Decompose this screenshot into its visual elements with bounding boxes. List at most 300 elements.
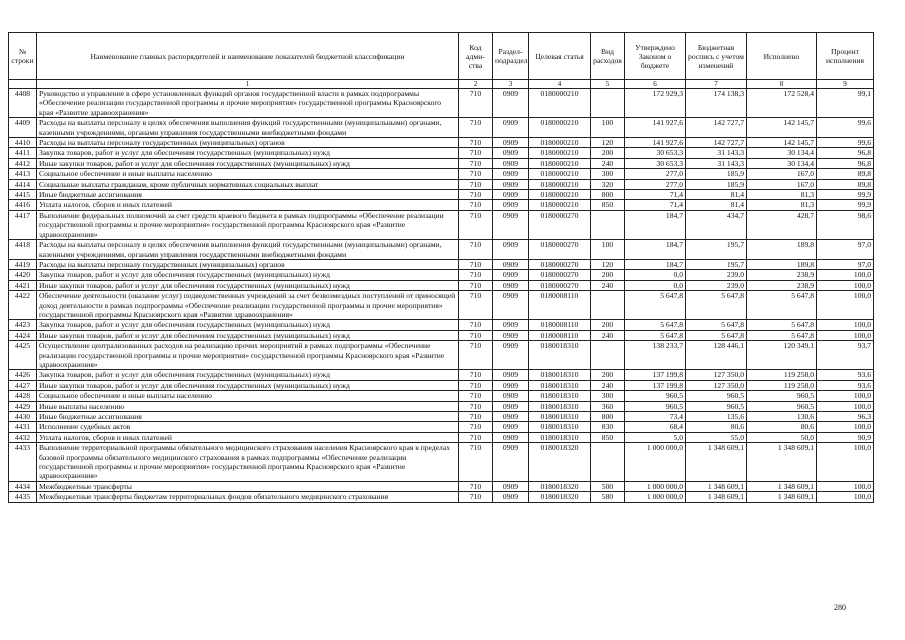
table-row xyxy=(9,370,874,380)
table-row xyxy=(9,138,874,148)
row-name: Закупка товаров, работ и услуг для обеспечения государственных (муниципальных) нужд xyxy=(37,370,459,380)
row-section: 0909 xyxy=(493,190,529,200)
table-row xyxy=(9,280,874,290)
row-section: 0909 xyxy=(493,370,529,380)
row-expense-type: 320 xyxy=(591,179,625,189)
row-section: 0909 xyxy=(493,118,529,138)
column-number: 3 xyxy=(493,80,529,89)
table-row xyxy=(9,412,874,422)
row-executed: 5 647,8 xyxy=(747,320,817,330)
row-number: 4411 xyxy=(9,148,37,158)
row-target: 0180000210 xyxy=(529,158,591,168)
row-percent: 99,9 xyxy=(817,200,874,210)
row-executed: 1 348 609,1 xyxy=(747,481,817,491)
row-percent: 100,0 xyxy=(817,291,874,320)
row-admin-code: 710 xyxy=(459,169,493,179)
row-expense-type: 300 xyxy=(591,169,625,179)
row-section: 0909 xyxy=(493,89,529,118)
row-target: 0180008110 xyxy=(529,330,591,340)
row-expense-type: 100 xyxy=(591,240,625,260)
row-admin-code: 710 xyxy=(459,481,493,491)
row-approved: 137 199,8 xyxy=(625,380,686,390)
row-budget-list: 55,0 xyxy=(686,432,747,442)
row-name: Закупка товаров, работ и услуг для обеспечения государственных (муниципальных) нужд xyxy=(37,148,459,158)
row-percent: 96,8 xyxy=(817,158,874,168)
row-number: 4435 xyxy=(9,492,37,502)
row-section: 0909 xyxy=(493,341,529,370)
row-percent: 93,6 xyxy=(817,380,874,390)
table-row xyxy=(9,259,874,269)
row-expense-type: 240 xyxy=(591,158,625,168)
row-name: Иные закупки товаров, работ и услуг для обеспечения государственных (муниципальных) нужд xyxy=(37,280,459,290)
row-target: 0180008110 xyxy=(529,320,591,330)
row-budget-list: 239,0 xyxy=(686,280,747,290)
row-number: 4431 xyxy=(9,422,37,432)
row-name: Расходы на выплаты персоналу в целях обеспечения выполнения функций государственными (муниципальными) органами, казенными учреждениями, органами управления государственными внебюджетными фондами xyxy=(37,240,459,260)
row-section: 0909 xyxy=(493,158,529,168)
row-approved: 0,0 xyxy=(625,280,686,290)
row-admin-code: 710 xyxy=(459,270,493,280)
table-row xyxy=(9,179,874,189)
row-target: 0180000270 xyxy=(529,210,591,239)
row-budget-list: 142 727,7 xyxy=(686,118,747,138)
row-section: 0909 xyxy=(493,200,529,210)
row-approved: 0,0 xyxy=(625,270,686,280)
row-admin-code: 710 xyxy=(459,330,493,340)
row-budget-list: 185,9 xyxy=(686,169,747,179)
row-number: 4416 xyxy=(9,200,37,210)
row-target: 0180018310 xyxy=(529,391,591,401)
row-admin-code: 710 xyxy=(459,443,493,482)
table-body xyxy=(9,89,874,503)
row-executed: 80,6 xyxy=(747,422,817,432)
row-percent: 90,9 xyxy=(817,432,874,442)
row-number: 4430 xyxy=(9,412,37,422)
budget-table xyxy=(8,32,874,503)
row-name: Иные бюджетные ассигнования xyxy=(37,412,459,422)
row-section: 0909 xyxy=(493,240,529,260)
row-percent: 100,0 xyxy=(817,391,874,401)
row-section: 0909 xyxy=(493,330,529,340)
row-expense-type xyxy=(591,210,625,239)
header-admin-code: Код адми-ства xyxy=(459,33,493,80)
row-budget-list: 195,7 xyxy=(686,259,747,269)
row-number: 4433 xyxy=(9,443,37,482)
row-admin-code: 710 xyxy=(459,138,493,148)
row-admin-code: 710 xyxy=(459,280,493,290)
page-number: 280 xyxy=(834,603,846,612)
row-budget-list: 1 348 609,1 xyxy=(686,443,747,482)
row-admin-code: 710 xyxy=(459,432,493,442)
row-approved: 71,4 xyxy=(625,200,686,210)
row-number: 4427 xyxy=(9,380,37,390)
row-name: Обеспечение деятельности (оказание услуг) подведомственных учреждений за счет безвозмездных поступлений от приносящей доход деятельности в рамках подпрограммы «Обеспечение реализации государственной программы и прочие мероприятия» государственной программы Красноярского края «Развитие здравоохранения» xyxy=(37,291,459,320)
row-name: Социальные выплаты гражданам, кроме публичных нормативных социальных выплат xyxy=(37,179,459,189)
table-row xyxy=(9,270,874,280)
row-percent: 89,8 xyxy=(817,179,874,189)
header-target: Целевая статья xyxy=(529,33,591,80)
row-name: Руководство и управление в сфере установленных функций органов государственной власти в рамках подпрограммы «Обеспечение реализации государственной программы и прочие мероприятия» государственной программы Красноярского края «Развитие здравоохранения» xyxy=(37,89,459,118)
row-section: 0909 xyxy=(493,179,529,189)
row-expense-type: 200 xyxy=(591,148,625,158)
column-number: 5 xyxy=(591,80,625,89)
row-executed: 30 134,4 xyxy=(747,148,817,158)
row-name: Иные выплаты населению xyxy=(37,401,459,411)
row-target: 0180000270 xyxy=(529,259,591,269)
row-executed: 960,5 xyxy=(747,391,817,401)
row-budget-list: 127 350,0 xyxy=(686,370,747,380)
row-approved: 184,7 xyxy=(625,259,686,269)
header-section: Раздел-подраздел xyxy=(493,33,529,80)
column-number: 9 xyxy=(817,80,874,89)
row-budget-list: 81,4 xyxy=(686,200,747,210)
row-section: 0909 xyxy=(493,320,529,330)
table-row xyxy=(9,240,874,260)
row-admin-code: 710 xyxy=(459,179,493,189)
row-name: Социальное обеспечение и иные выплаты населению xyxy=(37,391,459,401)
row-percent: 100,0 xyxy=(817,330,874,340)
row-target: 0180018320 xyxy=(529,481,591,491)
row-executed: 167,0 xyxy=(747,169,817,179)
table-row xyxy=(9,401,874,411)
row-expense-type: 200 xyxy=(591,370,625,380)
row-name: Иные бюджетные ассигнования xyxy=(37,190,459,200)
row-approved: 5 647,8 xyxy=(625,291,686,320)
row-expense-type: 240 xyxy=(591,380,625,390)
row-admin-code: 710 xyxy=(459,240,493,260)
row-expense-type: 800 xyxy=(591,412,625,422)
row-expense-type: 850 xyxy=(591,200,625,210)
table-row xyxy=(9,391,874,401)
row-approved: 1 000 000,0 xyxy=(625,492,686,502)
row-section: 0909 xyxy=(493,380,529,390)
row-target: 0180018320 xyxy=(529,492,591,502)
row-executed: 81,3 xyxy=(747,200,817,210)
row-percent: 100,0 xyxy=(817,443,874,482)
row-expense-type xyxy=(591,341,625,370)
row-budget-list: 195,7 xyxy=(686,240,747,260)
row-target: 0180018310 xyxy=(529,412,591,422)
row-admin-code: 710 xyxy=(459,341,493,370)
row-section: 0909 xyxy=(493,401,529,411)
row-name: Межбюджетные трансферты xyxy=(37,481,459,491)
row-percent: 98,6 xyxy=(817,210,874,239)
row-name: Осуществление централизованных расходов на реализацию прочих мероприятий в рамках подпрограммы «Обеспечение реализации государственной программы и прочие мероприятия» государственной программы Красноярского края «Развитие здравоохранения» xyxy=(37,341,459,370)
header-row-no: № строки xyxy=(9,33,37,80)
row-executed: 5 647,8 xyxy=(747,330,817,340)
row-executed: 1 348 609,1 xyxy=(747,492,817,502)
row-approved: 30 653,3 xyxy=(625,148,686,158)
row-admin-code: 710 xyxy=(459,291,493,320)
row-number: 4421 xyxy=(9,280,37,290)
row-budget-list: 31 143,3 xyxy=(686,158,747,168)
row-section: 0909 xyxy=(493,270,529,280)
row-target: 0180018320 xyxy=(529,443,591,482)
row-expense-type: 240 xyxy=(591,280,625,290)
row-section: 0909 xyxy=(493,280,529,290)
column-number: 2 xyxy=(459,80,493,89)
row-number: 4420 xyxy=(9,270,37,280)
row-approved: 30 653,3 xyxy=(625,158,686,168)
row-target: 0180000270 xyxy=(529,270,591,280)
row-budget-list: 81,4 xyxy=(686,190,747,200)
table-row xyxy=(9,158,874,168)
row-executed: 5 647,8 xyxy=(747,291,817,320)
row-target: 0180000210 xyxy=(529,118,591,138)
row-section: 0909 xyxy=(493,138,529,148)
column-number: 1 xyxy=(37,80,459,89)
row-executed: 50,0 xyxy=(747,432,817,442)
row-number: 4419 xyxy=(9,259,37,269)
row-admin-code: 710 xyxy=(459,492,493,502)
row-executed: 30 134,4 xyxy=(747,158,817,168)
row-approved: 1 000 000,0 xyxy=(625,443,686,482)
row-name: Межбюджетные трансферты бюджетам территориальных фондов обязательного медицинского страхования xyxy=(37,492,459,502)
row-budget-list: 127 350,0 xyxy=(686,380,747,390)
row-number: 4428 xyxy=(9,391,37,401)
row-number: 4422 xyxy=(9,291,37,320)
row-budget-list: 960,5 xyxy=(686,401,747,411)
table-row xyxy=(9,341,874,370)
row-executed: 119 258,0 xyxy=(747,370,817,380)
table-row xyxy=(9,210,874,239)
table-row xyxy=(9,148,874,158)
row-approved: 184,7 xyxy=(625,210,686,239)
header-percent: Процент исполнения xyxy=(817,33,874,80)
column-number-row xyxy=(9,80,874,89)
row-target: 0180000270 xyxy=(529,240,591,260)
row-name: Иные закупки товаров, работ и услуг для обеспечения государственных (муниципальных) нужд xyxy=(37,330,459,340)
row-approved: 137 199,8 xyxy=(625,370,686,380)
row-approved: 277,0 xyxy=(625,169,686,179)
row-expense-type: 100 xyxy=(591,118,625,138)
row-budget-list: 80,6 xyxy=(686,422,747,432)
row-target: 0180018310 xyxy=(529,380,591,390)
row-target: 0180000210 xyxy=(529,200,591,210)
row-executed: 238,9 xyxy=(747,270,817,280)
row-percent: 100,0 xyxy=(817,481,874,491)
row-admin-code: 710 xyxy=(459,370,493,380)
row-target: 0180018310 xyxy=(529,401,591,411)
row-number: 4423 xyxy=(9,320,37,330)
row-name: Социальное обеспечение и иные выплаты населению xyxy=(37,169,459,179)
row-percent: 99,1 xyxy=(817,89,874,118)
row-name: Закупка товаров, работ и услуг для обеспечения государственных (муниципальных) нужд xyxy=(37,320,459,330)
row-name: Расходы на выплаты персоналу государственных (муниципальных) органов xyxy=(37,138,459,148)
row-expense-type xyxy=(591,291,625,320)
row-budget-list: 185,9 xyxy=(686,179,747,189)
table-row xyxy=(9,320,874,330)
row-expense-type: 850 xyxy=(591,432,625,442)
row-section: 0909 xyxy=(493,412,529,422)
row-approved: 5,0 xyxy=(625,432,686,442)
table-row xyxy=(9,291,874,320)
row-executed: 167,0 xyxy=(747,179,817,189)
row-section: 0909 xyxy=(493,443,529,482)
row-number: 4417 xyxy=(9,210,37,239)
row-expense-type: 500 xyxy=(591,481,625,491)
row-approved: 184,7 xyxy=(625,240,686,260)
row-target: 0180018310 xyxy=(529,422,591,432)
row-admin-code: 710 xyxy=(459,380,493,390)
table-row xyxy=(9,200,874,210)
row-target: 0180000210 xyxy=(529,89,591,118)
row-admin-code: 710 xyxy=(459,200,493,210)
table-row xyxy=(9,118,874,138)
row-target: 0180000210 xyxy=(529,179,591,189)
row-budget-list: 142 727,7 xyxy=(686,138,747,148)
row-number: 4429 xyxy=(9,401,37,411)
row-percent: 97,0 xyxy=(817,259,874,269)
header-expense-type: Вид расходов xyxy=(591,33,625,80)
row-number: 4415 xyxy=(9,190,37,200)
row-target: 0180008110 xyxy=(529,291,591,320)
row-number: 4408 xyxy=(9,89,37,118)
row-name: Уплата налогов, сборов и иных платежей xyxy=(37,200,459,210)
row-expense-type: 830 xyxy=(591,422,625,432)
row-budget-list: 5 647,8 xyxy=(686,320,747,330)
row-number: 4434 xyxy=(9,481,37,491)
row-executed: 189,8 xyxy=(747,259,817,269)
row-approved: 71,4 xyxy=(625,190,686,200)
table-row xyxy=(9,432,874,442)
header-name: Наименование главных распорядителей и наименование показателей бюджетной классификации xyxy=(37,33,459,80)
row-approved: 5 647,8 xyxy=(625,320,686,330)
table-row xyxy=(9,380,874,390)
row-executed: 81,3 xyxy=(747,190,817,200)
header-approved: Утверждено Законом о бюджете xyxy=(625,33,686,80)
row-executed: 130,6 xyxy=(747,412,817,422)
row-percent: 100,0 xyxy=(817,270,874,280)
row-target: 0180000210 xyxy=(529,138,591,148)
row-expense-type: 200 xyxy=(591,320,625,330)
row-approved: 960,5 xyxy=(625,401,686,411)
row-number: 4409 xyxy=(9,118,37,138)
row-section: 0909 xyxy=(493,422,529,432)
row-approved: 138 233,7 xyxy=(625,341,686,370)
row-admin-code: 710 xyxy=(459,320,493,330)
column-number: 6 xyxy=(625,80,686,89)
row-percent: 100,0 xyxy=(817,320,874,330)
row-expense-type: 360 xyxy=(591,401,625,411)
row-approved: 141 927,6 xyxy=(625,138,686,148)
row-percent: 96,3 xyxy=(817,412,874,422)
row-budget-list: 5 647,8 xyxy=(686,330,747,340)
row-percent: 99,6 xyxy=(817,118,874,138)
row-name: Расходы на выплаты персоналу государственных (муниципальных) органов xyxy=(37,259,459,269)
row-target: 0180000210 xyxy=(529,169,591,179)
column-number: 4 xyxy=(529,80,591,89)
row-number: 4425 xyxy=(9,341,37,370)
row-section: 0909 xyxy=(493,259,529,269)
row-expense-type: 300 xyxy=(591,391,625,401)
row-number: 4410 xyxy=(9,138,37,148)
row-budget-list: 960,5 xyxy=(686,391,747,401)
row-percent: 99,6 xyxy=(817,138,874,148)
row-name: Выполнение федеральных полномочий за счет средств краевого бюджета в рамках подпрограммы «Обеспечение реализации государственной программы и прочие мероприятия» государственной программы Красноярского края «Развитие здравоохранения» xyxy=(37,210,459,239)
column-number: 8 xyxy=(747,80,817,89)
row-target: 0180018310 xyxy=(529,370,591,380)
row-section: 0909 xyxy=(493,210,529,239)
row-percent: 96,8 xyxy=(817,148,874,158)
row-section: 0909 xyxy=(493,492,529,502)
row-expense-type: 580 xyxy=(591,492,625,502)
row-section: 0909 xyxy=(493,169,529,179)
table-row xyxy=(9,330,874,340)
row-budget-list: 1 348 609,1 xyxy=(686,481,747,491)
row-approved: 1 000 000,0 xyxy=(625,481,686,491)
row-executed: 142 145,7 xyxy=(747,118,817,138)
row-name: Выполнение территориальной программы обязательного медицинского страхования населения Красноярского края в пределах базовой программы обязательного медицинского страхования в рамках подпрограммы «Обеспечение реализации государственной программы и прочие мероприятия» государственной программы Красноярского края «Развитие здравоохранения» xyxy=(37,443,459,482)
row-approved: 277,0 xyxy=(625,179,686,189)
table-row xyxy=(9,190,874,200)
table-row xyxy=(9,443,874,482)
row-percent: 97,0 xyxy=(817,240,874,260)
row-name: Закупка товаров, работ и услуг для обеспечения государственных (муниципальных) нужд xyxy=(37,270,459,280)
row-budget-list: 135,6 xyxy=(686,412,747,422)
row-budget-list: 31 143,3 xyxy=(686,148,747,158)
header-budget-list: Бюджетная роспись с учетом изменений xyxy=(686,33,747,80)
row-expense-type: 120 xyxy=(591,138,625,148)
column-number: 7 xyxy=(686,80,747,89)
row-admin-code: 710 xyxy=(459,422,493,432)
row-target: 0180018310 xyxy=(529,432,591,442)
row-executed: 142 145,7 xyxy=(747,138,817,148)
row-expense-type: 200 xyxy=(591,270,625,280)
row-expense-type: 240 xyxy=(591,330,625,340)
row-approved: 5 647,8 xyxy=(625,330,686,340)
row-target: 0180000210 xyxy=(529,148,591,158)
row-target: 0180018310 xyxy=(529,341,591,370)
row-name: Исполнение судебных актов xyxy=(37,422,459,432)
row-percent: 100,0 xyxy=(817,422,874,432)
row-budget-list: 239,0 xyxy=(686,270,747,280)
row-expense-type: 120 xyxy=(591,259,625,269)
row-expense-type: 800 xyxy=(591,190,625,200)
column-number xyxy=(9,80,37,89)
row-executed: 172 528,4 xyxy=(747,89,817,118)
row-budget-list: 5 647,8 xyxy=(686,291,747,320)
row-percent: 100,0 xyxy=(817,280,874,290)
row-percent: 100,0 xyxy=(817,492,874,502)
row-executed: 119 258,0 xyxy=(747,380,817,390)
row-percent: 99,9 xyxy=(817,190,874,200)
row-budget-list: 174 138,3 xyxy=(686,89,747,118)
table-row xyxy=(9,492,874,502)
row-admin-code: 710 xyxy=(459,210,493,239)
table-row xyxy=(9,169,874,179)
row-approved: 73,4 xyxy=(625,412,686,422)
row-admin-code: 710 xyxy=(459,118,493,138)
row-executed: 189,8 xyxy=(747,240,817,260)
row-admin-code: 710 xyxy=(459,259,493,269)
row-admin-code: 710 xyxy=(459,190,493,200)
row-admin-code: 710 xyxy=(459,158,493,168)
row-number: 4426 xyxy=(9,370,37,380)
row-number: 4414 xyxy=(9,179,37,189)
row-percent: 100,0 xyxy=(817,401,874,411)
header-row xyxy=(9,33,874,80)
row-number: 4418 xyxy=(9,240,37,260)
row-executed: 120 349,1 xyxy=(747,341,817,370)
table-row xyxy=(9,422,874,432)
row-number: 4413 xyxy=(9,169,37,179)
row-executed: 238,9 xyxy=(747,280,817,290)
row-name: Иные закупки товаров, работ и услуг для обеспечения государственных (муниципальных) нужд xyxy=(37,158,459,168)
row-admin-code: 710 xyxy=(459,401,493,411)
row-admin-code: 710 xyxy=(459,148,493,158)
row-name: Иные закупки товаров, работ и услуг для обеспечения государственных (муниципальных) нужд xyxy=(37,380,459,390)
